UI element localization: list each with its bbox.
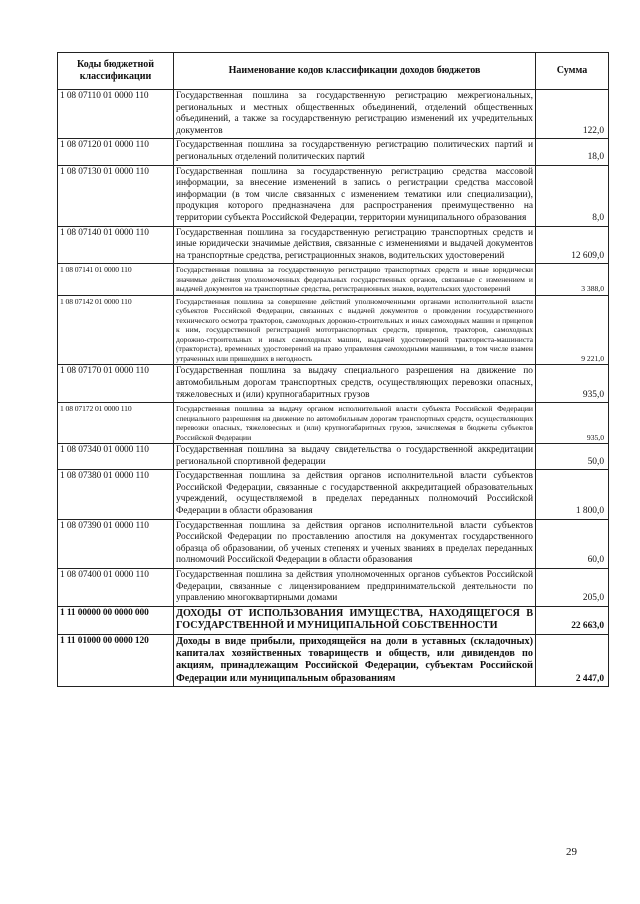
table-row <box>58 444 609 470</box>
row-code: 1 08 07130 01 0000 110 <box>58 165 174 226</box>
row-name: Государственная пошлина за государственную регистрацию транспортных средств и иные юридически значимые действия уполномоченных федеральных государственных органов, связанные с изменением и выдачей документов на транспортные средства, регистрационных знаков, водительских удостоверений <box>174 264 536 296</box>
row-name: Государственная пошлина за действия уполномоченных органов субъектов Российской Федерации, связанные с лицензированием предпринимательской деятельности по управлению многоквартирными домами <box>174 569 536 607</box>
row-name: Государственная пошлина за выдачу органом исполнительной власти субъекта Российской Федерации специального разрешения на движение по автомобильным дорогам транспортных средств, осуществляющих перевозки опасных, тяжеловесных и (или) крупногабаритных грузов, зачисляемая в бюджеты субъектов Российской Федерации <box>174 403 536 444</box>
row-code: 1 08 07142 01 0000 110 <box>58 295 174 365</box>
row-sum: 122,0 <box>536 90 609 139</box>
row-code: 1 08 07120 01 0000 110 <box>58 139 174 165</box>
row-sum: 22 663,0 <box>536 606 609 634</box>
table-row <box>58 569 609 607</box>
row-code: 1 08 07380 01 0000 110 <box>58 470 174 519</box>
table-row <box>58 519 609 568</box>
header-name: Наименование кодов классификации доходов бюджетов <box>174 53 536 90</box>
row-name: ДОХОДЫ ОТ ИСПОЛЬЗОВАНИЯ ИМУЩЕСТВА, НАХОДЯЩЕГОСЯ В ГОСУДАРСТВЕННОЙ И МУНИЦИПАЛЬНОЙ СОБСТВЕННОСТИ <box>174 606 536 634</box>
row-name: Государственная пошлина за государственную регистрацию межрегиональных, региональных и местных общественных объединений, отделений общественных объединений, а также за государственную регистрацию изменений их учредительных документов <box>174 90 536 139</box>
row-sum: 205,0 <box>536 569 609 607</box>
row-code: 1 08 07140 01 0000 110 <box>58 226 174 264</box>
table-row <box>58 90 609 139</box>
row-code: 1 08 07110 01 0000 110 <box>58 90 174 139</box>
row-sum: 935,0 <box>536 365 609 403</box>
table-row <box>58 470 609 519</box>
row-sum: 9 221,0 <box>536 295 609 365</box>
row-sum: 60,0 <box>536 519 609 568</box>
table-row <box>58 226 609 264</box>
table-row <box>58 634 609 687</box>
row-name: Государственная пошлина за совершение действий уполномоченными органами исполнительной власти субъектов Российской Федерации, связанных с выдачей документов о проведении государственного технического осмотра тракторов, самоходных дорожно-строительных и иных самоходных машин и прицепов к ним, государственной регистрацией мототранспортных средств, прицепов, тракторов, самоходных дорожно-строительных и иных самоходных машин, выдачей удостоверений тракториста-машиниста (тракториста), временных удостоверений на право управления самоходными машинами, в том числе взамен утраченных или пришедших в негодность <box>174 295 536 365</box>
row-code: 1 11 00000 00 0000 000 <box>58 606 174 634</box>
row-code: 1 08 07172 01 0000 110 <box>58 403 174 444</box>
row-code: 1 08 07390 01 0000 110 <box>58 519 174 568</box>
row-name: Государственная пошлина за выдачу специального разрешения на движение по автомобильным дорогам транспортных средств, осуществляющих перевозки опасных, тяжеловесных и (или) крупногабаритных грузов <box>174 365 536 403</box>
row-sum: 2 447,0 <box>536 634 609 687</box>
row-sum: 8,0 <box>536 165 609 226</box>
row-sum: 18,0 <box>536 139 609 165</box>
row-name: Государственная пошлина за действия органов исполнительной власти субъектов Российской Федерации по проставлению апостиля на документах государственного образца об образовании, об ученых степенях и ученых званиях в пределах переданных полномочий Российской Федерации в области образования <box>174 519 536 568</box>
row-sum: 935,0 <box>536 403 609 444</box>
row-name: Государственная пошлина за государственную регистрацию политических партий и региональных отделений политических партий <box>174 139 536 165</box>
row-name: Государственная пошлина за выдачу свидетельства о государственной аккредитации региональной спортивной федерации <box>174 444 536 470</box>
revenue-classification-table <box>57 52 609 687</box>
row-name: Государственная пошлина за действия органов исполнительной власти субъектов Российской Федерации, связанные с государственной аккредитацией образовательных учреждений, осуществляемой в пределах переданных полномочий Российской Федерации в области образования <box>174 470 536 519</box>
table-row <box>58 295 609 365</box>
row-code: 1 08 07141 01 0000 110 <box>58 264 174 296</box>
header-code: Коды бюджетной классификации <box>58 53 174 90</box>
row-sum: 1 800,0 <box>536 470 609 519</box>
row-code: 1 11 01000 00 0000 120 <box>58 634 174 687</box>
row-sum: 3 388,0 <box>536 264 609 296</box>
row-sum: 12 609,0 <box>536 226 609 264</box>
row-code: 1 08 07400 01 0000 110 <box>58 569 174 607</box>
row-name: Государственная пошлина за государственную регистрацию транспортных средств и иные юридически значимые действия, связанные с изменениями и выдачей документов на транспортные средства, регистрационных знаков, водительских удостоверений <box>174 226 536 264</box>
row-name: Государственная пошлина за государственную регистрацию средства массовой информации, за внесение изменений в запись о регистрации средства массовой информации (в том числе связанных с изменением тематики или специализации), продукция которого предназначена для распространения преимущественно на территории субъекта Российской Федерации, территории муниципального образования <box>174 165 536 226</box>
table-row <box>58 165 609 226</box>
row-code: 1 08 07170 01 0000 110 <box>58 365 174 403</box>
row-sum: 50,0 <box>536 444 609 470</box>
table-row <box>58 264 609 296</box>
table-row <box>58 139 609 165</box>
table-row <box>58 606 609 634</box>
table-row <box>58 365 609 403</box>
row-name: Доходы в виде прибыли, приходящейся на доли в уставных (складочных) капиталах хозяйственных товариществ и обществ, или дивидендов по акциям, принадлежащим Российской Федерации, субъектам Российской Федерации или муниципальным образованиям <box>174 634 536 687</box>
table-header-row <box>58 53 609 90</box>
page-number: 29 <box>566 846 577 858</box>
row-code: 1 08 07340 01 0000 110 <box>58 444 174 470</box>
header-sum: Сумма <box>536 53 609 90</box>
table-row <box>58 403 609 444</box>
